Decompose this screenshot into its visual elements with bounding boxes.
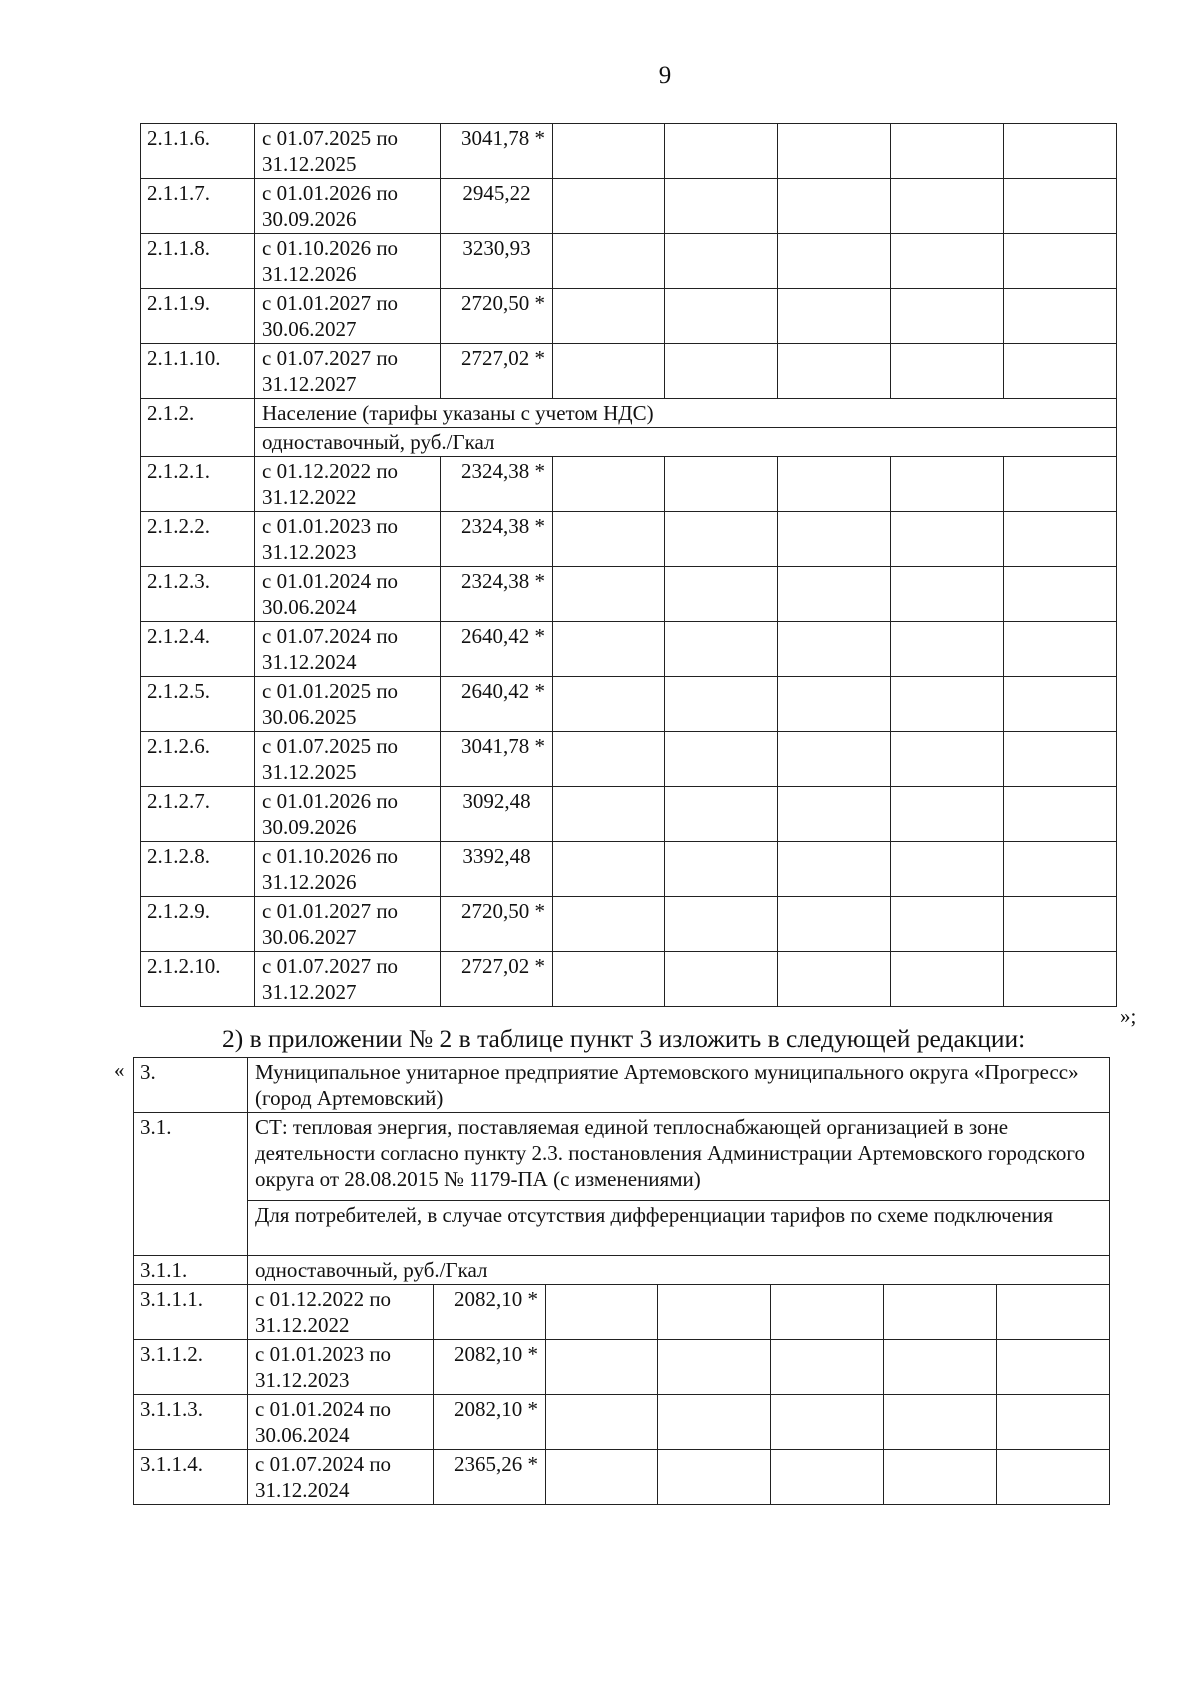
item-consumers-row [134,1201,1110,1256]
empty-cell [891,567,1004,622]
empty-cell [771,1395,884,1450]
empty-cell [771,1450,884,1505]
empty-cell [658,1450,771,1505]
empty-cell [778,787,891,842]
row-number: 2.1.1.9. [141,289,255,344]
table-row [134,1285,1110,1340]
row-period: с 01.07.2024 по 31.12.2024 [255,622,441,677]
empty-cell [891,512,1004,567]
empty-cell [665,289,778,344]
row-value: 3230,93 [441,234,553,289]
row-value: 2082,10 * [434,1395,546,1450]
row-value: 2640,42 * [441,677,553,732]
row-period: с 01.01.2023 по 31.12.2023 [255,512,441,567]
empty-cell [665,897,778,952]
item-row [134,1113,1110,1201]
row-period: с 01.12.2022 по 31.12.2022 [255,457,441,512]
row-period: с 01.01.2024 по 30.06.2024 [248,1395,434,1450]
empty-cell [771,1340,884,1395]
empty-cell [778,732,891,787]
item-number: 3.1. [134,1113,248,1256]
empty-cell [1004,622,1117,677]
item-consumers: Для потребителей, в случае отсутствия дифференциации тарифов по схеме подключения [248,1201,1110,1256]
table-row [141,179,1117,234]
tariff-table-population [140,123,1117,1007]
empty-cell [546,1395,658,1450]
empty-cell [891,732,1004,787]
row-value: 3092,48 [441,787,553,842]
row-number: 2.1.2.7. [141,787,255,842]
empty-cell [891,457,1004,512]
item-description: СТ: тепловая энергия, поставляемая единой теплоснабжающей организацией в зоне деятельности согласно пункту 2.3. постановления Администрации Артемовского городского округа от 28.08.2015 № 1179-ПА (с изменениями) [248,1113,1110,1201]
row-value: 2082,10 * [434,1340,546,1395]
empty-cell [1004,289,1117,344]
empty-cell [665,179,778,234]
row-value: 2324,38 * [441,457,553,512]
empty-cell [665,457,778,512]
row-period: с 01.01.2025 по 30.06.2025 [255,677,441,732]
opening-quote: « [114,1058,125,1082]
table-row [141,124,1117,179]
table-row [141,897,1117,952]
row-number: 2.1.2.4. [141,622,255,677]
row-value: 2324,38 * [441,567,553,622]
table-row [141,677,1117,732]
row-number: 2.1.2.10. [141,952,255,1007]
table-body-3-1-1 [134,1285,1110,1505]
empty-cell [1004,344,1117,399]
row-value: 2365,26 * [434,1450,546,1505]
empty-cell [778,512,891,567]
empty-cell [778,897,891,952]
row-number: 3.1.1.4. [134,1450,248,1505]
row-period: с 01.07.2027 по 31.12.2027 [255,952,441,1007]
row-value: 3041,78 * [441,732,553,787]
row-number: 2.1.1.7. [141,179,255,234]
empty-cell [1004,897,1117,952]
section-row [141,399,1117,428]
row-value: 3392,48 [441,842,553,897]
empty-cell [778,952,891,1007]
table-body-2-1-1 [141,124,1117,399]
empty-cell [778,124,891,179]
row-period: с 01.10.2026 по 31.12.2026 [255,234,441,289]
row-number: 3.1.1.3. [134,1395,248,1450]
empty-cell [778,289,891,344]
empty-cell [891,179,1004,234]
empty-cell [778,234,891,289]
subsection-row [134,1256,1110,1285]
row-number: 3.1.1.2. [134,1340,248,1395]
row-value: 2727,02 * [441,344,553,399]
empty-cell [553,677,665,732]
empty-cell [665,787,778,842]
row-value: 2720,50 * [441,289,553,344]
empty-cell [778,677,891,732]
empty-cell [997,1450,1110,1505]
empty-cell [665,732,778,787]
empty-cell [1004,567,1117,622]
empty-cell [665,842,778,897]
empty-cell [997,1285,1110,1340]
row-number: 2.1.2.8. [141,842,255,897]
table-row [141,732,1117,787]
table-row [141,457,1117,512]
table-row [141,567,1117,622]
row-number: 2.1.1.6. [141,124,255,179]
empty-cell [884,1450,997,1505]
row-period: с 01.07.2027 по 31.12.2027 [255,344,441,399]
empty-cell [997,1395,1110,1450]
empty-cell [891,952,1004,1007]
page-number: 9 [658,62,672,89]
section-2-1-2 [141,399,1117,457]
closing-quote: »; [1120,1004,1137,1028]
table-row [141,842,1117,897]
empty-cell [546,1285,658,1340]
empty-cell [771,1285,884,1340]
row-period: с 01.01.2023 по 31.12.2023 [248,1340,434,1395]
section-subtitle: одноставочный, руб./Гкал [255,428,1117,457]
empty-cell [1004,952,1117,1007]
row-number: 2.1.1.10. [141,344,255,399]
empty-cell [884,1285,997,1340]
empty-cell [884,1395,997,1450]
row-number: 2.1.2.6. [141,732,255,787]
empty-cell [778,344,891,399]
table-row [141,344,1117,399]
empty-cell [658,1340,771,1395]
row-value: 2082,10 * [434,1285,546,1340]
empty-cell [665,234,778,289]
row-number: 2.1.2.1. [141,457,255,512]
section-number: 2.1.2. [141,399,255,457]
org-header [134,1058,1110,1285]
table-row [134,1340,1110,1395]
table-row [134,1450,1110,1505]
table-body-2-1-2 [141,457,1117,1007]
empty-cell [1004,124,1117,179]
row-number: 2.1.1.8. [141,234,255,289]
table-row [141,512,1117,567]
empty-cell [553,289,665,344]
empty-cell [891,897,1004,952]
empty-cell [891,289,1004,344]
empty-cell [1004,732,1117,787]
empty-cell [546,1450,658,1505]
row-number: 2.1.2.3. [141,567,255,622]
empty-cell [553,179,665,234]
empty-cell [553,952,665,1007]
row-period: с 01.01.2024 по 30.06.2024 [255,567,441,622]
row-value: 2324,38 * [441,512,553,567]
empty-cell [553,897,665,952]
row-value: 2720,50 * [441,897,553,952]
empty-cell [553,124,665,179]
row-period: с 01.07.2024 по 31.12.2024 [248,1450,434,1505]
row-value: 2640,42 * [441,622,553,677]
empty-cell [553,622,665,677]
empty-cell [658,1285,771,1340]
row-period: с 01.07.2025 по 31.12.2025 [255,732,441,787]
row-period: с 01.01.2027 по 30.06.2027 [255,289,441,344]
empty-cell [891,787,1004,842]
empty-cell [1004,179,1117,234]
empty-cell [891,124,1004,179]
section-subtitle-row [141,428,1117,457]
empty-cell [553,842,665,897]
empty-cell [891,234,1004,289]
empty-cell [553,344,665,399]
empty-cell [553,512,665,567]
row-period: с 01.01.2026 по 30.09.2026 [255,787,441,842]
empty-cell [553,787,665,842]
table-row [134,1395,1110,1450]
empty-cell [665,344,778,399]
empty-cell [546,1340,658,1395]
org-row [134,1058,1110,1113]
table-row [141,787,1117,842]
row-number: 2.1.2.5. [141,677,255,732]
empty-cell [997,1340,1110,1395]
empty-cell [1004,787,1117,842]
empty-cell [891,842,1004,897]
empty-cell [553,234,665,289]
empty-cell [778,179,891,234]
empty-cell [658,1395,771,1450]
subsection-title: одноставочный, руб./Гкал [248,1256,1110,1285]
org-number: 3. [134,1058,248,1113]
row-number: 2.1.2.9. [141,897,255,952]
empty-cell [891,344,1004,399]
tariff-table-progress [133,1057,1110,1505]
row-period: с 01.01.2026 по 30.09.2026 [255,179,441,234]
empty-cell [665,952,778,1007]
row-period: с 01.12.2022 по 31.12.2022 [248,1285,434,1340]
empty-cell [553,567,665,622]
table-row [141,234,1117,289]
empty-cell [891,677,1004,732]
table-row [141,952,1117,1007]
empty-cell [1004,677,1117,732]
empty-cell [884,1340,997,1395]
row-value: 3041,78 * [441,124,553,179]
table-row [141,622,1117,677]
empty-cell [778,622,891,677]
empty-cell [778,842,891,897]
empty-cell [1004,457,1117,512]
empty-cell [1004,512,1117,567]
table-row [141,289,1117,344]
empty-cell [665,567,778,622]
row-number: 2.1.2.2. [141,512,255,567]
empty-cell [1004,842,1117,897]
row-value: 2945,22 [441,179,553,234]
section-title: Население (тарифы указаны с учетом НДС) [255,399,1117,428]
empty-cell [778,457,891,512]
row-period: с 01.01.2027 по 30.06.2027 [255,897,441,952]
row-period: с 01.10.2026 по 31.12.2026 [255,842,441,897]
amendment-instruction: 2) в приложении № 2 в таблице пункт 3 изложить в следующей редакции: [222,1024,1026,1053]
subsection-number: 3.1.1. [134,1256,248,1285]
org-name: Муниципальное унитарное предприятие Артемовского муниципального округа «Прогресс» (город Артемовский) [248,1058,1110,1113]
empty-cell [665,677,778,732]
empty-cell [665,124,778,179]
empty-cell [553,732,665,787]
empty-cell [891,622,1004,677]
empty-cell [665,622,778,677]
empty-cell [665,512,778,567]
empty-cell [778,567,891,622]
row-number: 3.1.1.1. [134,1285,248,1340]
empty-cell [1004,234,1117,289]
row-value: 2727,02 * [441,952,553,1007]
empty-cell [553,457,665,512]
row-period: с 01.07.2025 по 31.12.2025 [255,124,441,179]
